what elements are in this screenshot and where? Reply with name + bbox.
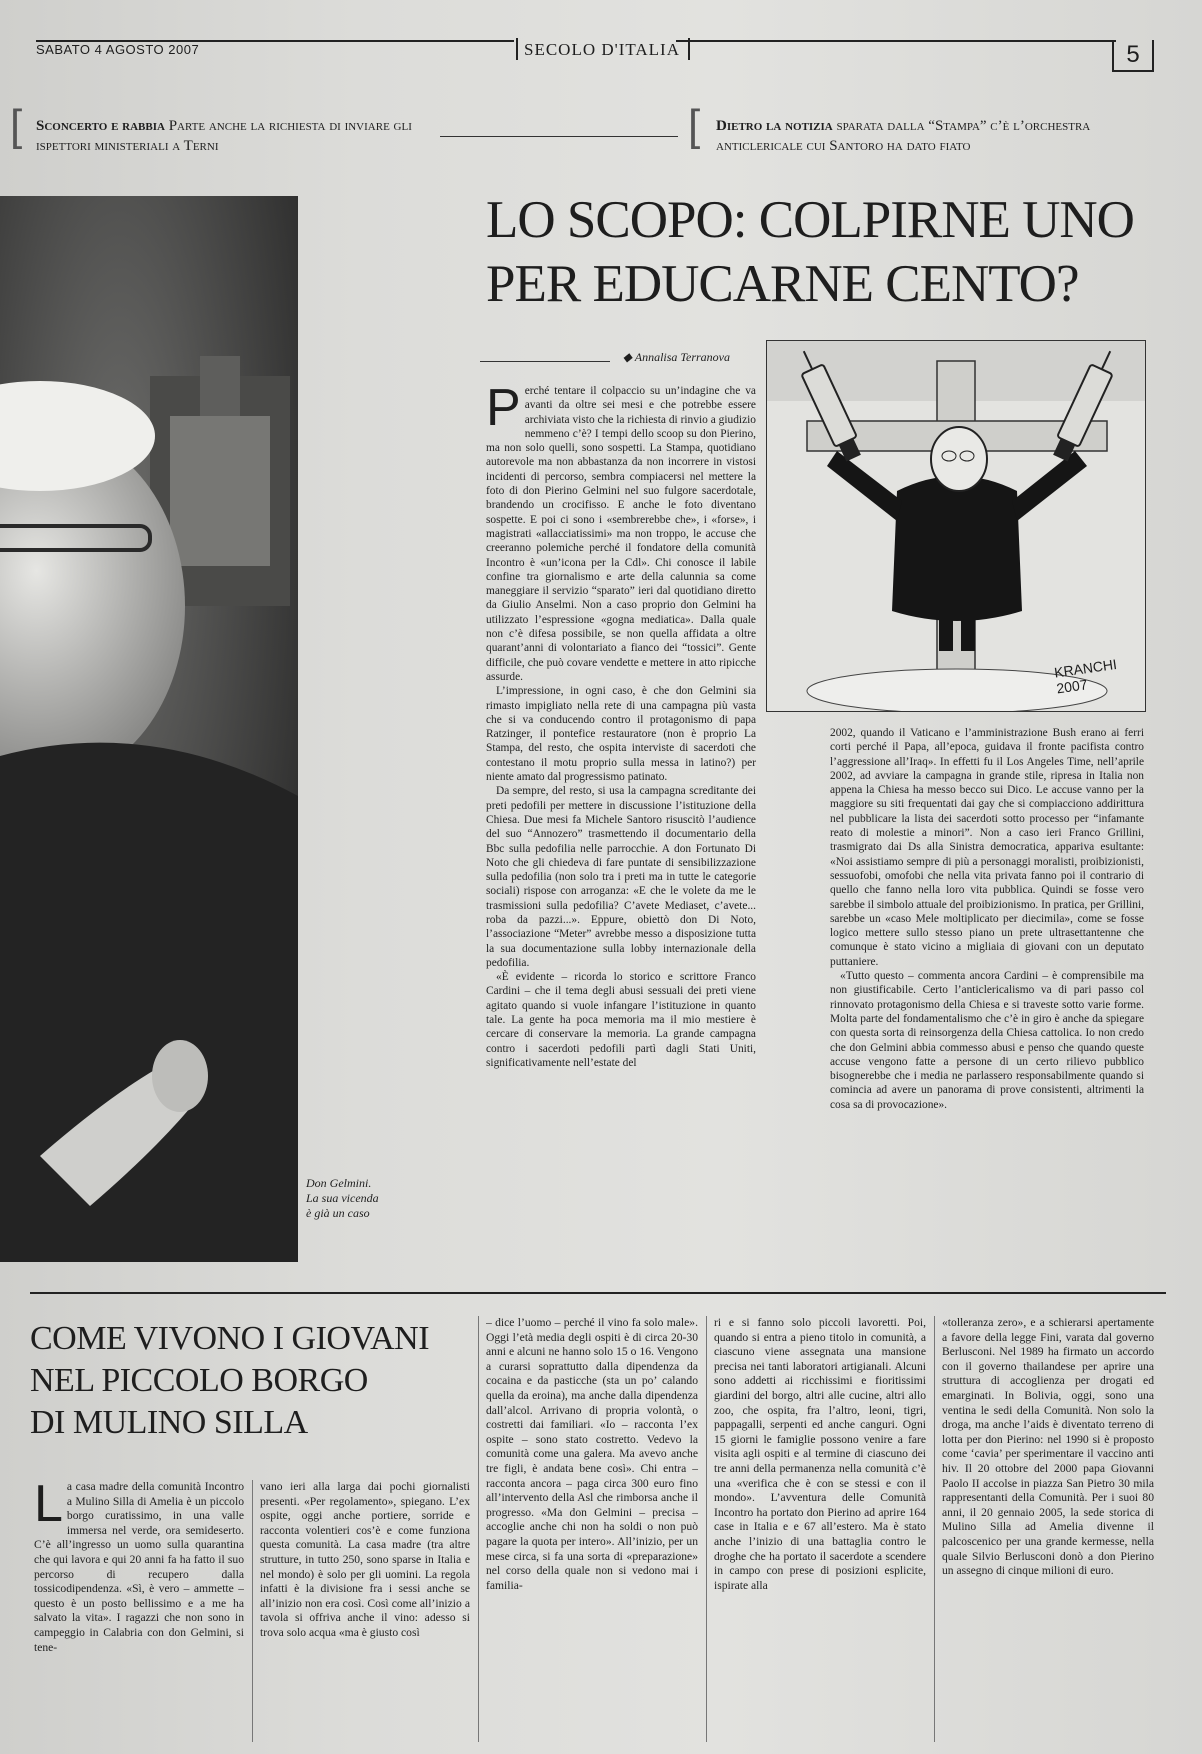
kicker-right-text: sparata dalla “Stampa” c’è l’orchestra anticlericale cui Santoro ha dato fiato [716, 118, 1091, 154]
photo-caption [306, 1176, 416, 1221]
bottom-paragraph-d: ri e si fanno solo piccoli lavoretti. Poi, quando si entra a pieno titolo in comunità, a ciascuno viene assegnata una mansione precisa nei tanti laboratori artigianali. Alcuni sono addetti ai ricchissimi e fioritissimi giardini del borgo, altri alle cucine, altri allo zoo, che ospita, fra l’altro, leoni, tigri, pappagalli, serpenti ed anche canguri. Ogni 15 giorni le famiglie possono venire a fare visita agli ospiti e al termine di ciascuno dei tre anni della permanenza nella comunità c’è una «verifica che è con se stessi e con il mondo». L’avventura delle Comunità Incontro ha portato don Pierino ad aprire 164 case in Italia e e 67 all’estero. Ma è stato anche l’inizio di una battaglia contro le droghe che ha portato il sacerdote a scendere in campo con prese di posizioni esplicite, ispirate alla [714, 1316, 926, 1592]
article-paragraph-1: erché tentare il colpaccio su un’indagine che va avanti da oltre sei mesi e che potrebbe essere archiviata visto che la richiesta di rinvio a giudizio nemmeno c’è? I tempi dello scoop su don Pierino, ma non solo quelli, sono sospetti. La Stampa, quotidiano autorevole ma non abbastanza da non incorrere in vistosi incidenti di percorso, sembra compiacersi nel mettere la foto di don Pierino Gelmini nel suo fulgore sacerdotale, brandendo un crocifisso. E anche le foto diventano sospette. E poi ci sono i «sembrerebbe che», i «forse», i magistrati «allacciatissimi» ma non troppo, le accuse che creeranno polemiche perché il fondatore della comunità Incontro è «un’icona per la Cdl». Chi conosce il labile confine tra giornalismo e arte della calunnia sa come maneggiare il servizio “sparato” ieri dal quotidiano diretto da Giulio Anselmi. Non a caso proprio don Gelmini ha utilizzato l’espressione «gogna mediatica». Dalla quale non c’è difesa possibile, se non quella affidata a oltre quarant’anni di volontariato a fianco dei “tossici”. Gente difficile, che può covare vendette e mettere in atto ripicche assurde. [486, 385, 756, 683]
bottom-column-a [34, 1480, 244, 1742]
bottom-headline-line-3: DI MULINO SILLA [30, 1404, 308, 1441]
article-column-1 [486, 384, 756, 1254]
bottom-paragraph-b: vano ieri alla larga dai pochi giornalisti presenti. «Per regolamento», spiegano. L’ex ospite, oggi anche portiere, sorride e racconta volentieri cos’è e come funziona questa comunità. La casa madre (tra altre strutture, in tutto 250, sono sparse in Italia e nel mondo) è solo per gli uomini. La regola infatti è la divisione fra i sessi anche se all’inizio non era così. Così come all’inizio a tavola si offriva anche il vino: adesso si trova solo acqua «ma è giusto così [260, 1480, 470, 1639]
bottom-paragraph-a: a casa madre della comunità Incontro a Mulino Silla di Amelia è un piccolo borgo curatissimo, in una valle immersa nel verde, ora semideserto. C’è all’ingresso un uomo sulla quarantina che qui lavora e qui 20 anni fa ha fatto il suo percorso di recupero dalla tossicodipendenza. «Sì, è vero – ammette – questo è un posto bellissimo e a me ha salvato la vita». I ragazzi che non sono in campeggio in Calabria con don Gelmini, si tene- [34, 1480, 244, 1654]
photo-don-gelmini [0, 196, 298, 1262]
photo-caption-line-1: Don Gelmini. [306, 1176, 372, 1190]
bottom-column-d [714, 1316, 926, 1742]
bottom-paragraph-e: «tolleranza zero», e a schierarsi apertamente a favore della legge Fini, varata dal governo Berlusconi. Nel 1989 ha firmato un accordo con il governo thailandese per aprire una struttura di accoglienza per drogati ed emarginati. In Bolivia, oggi, sono una ventina le sedi della Comunità. Non solo la droga, ma anche l’aids è diventato terreno di lotta per don Pierino: nel 1990 si è proposto come ‘cavia’ per sperimentare il vaccino anti hiv. Il 20 ottobre del 2000 papa Giovanni Paolo II accolse in piazza San Pietro 30 mila rappresentanti della Comunità. Per i suoi 80 anni, il 20 gennaio 2005, la sede storica di Mulino Silla ad Amelia divenne il palcoscenico per una grande kermesse, nella quale Silvio Berlusconi donò a don Pierino un assegno di cinque milioni di euro. [942, 1316, 1154, 1578]
main-headline-line-2: PER EDUCARNE CENTO? [486, 255, 1079, 313]
article-paragraph-5: 2002, quando il Vaticano e l’amministrazione Bush erano ai ferri corti perché il Papa, all’epoca, guidava il fronte pacifista contro l’aggressione all’Iraq». In effetti fu il Los Angeles Time, nell’aprile 2002, ad avviare la campagna in grande stile, ripresa in Italia non appena la Chiesa ha messo becco sui Dico. Le accuse vanno per la maggiore su siti frequentati dai gay che si compiacciono addirittura nel pubblicare la lista dei sacerdoti sotto processo per “infamante reato di molestie a minori”. Non a caso ieri Franco Grillini, trasmigrato dai Ds alla Sinistra democratica, appariva esultante: «Noi assistiamo sempre di più a personaggi moralisti, proibizionisti, sessuofobi, omofobi che nella vita privata fanno poi il contrario di quello che fanno nella loro vita pubblica. Quindi se fosse vero sarebbe il simbolo attuale del proibizionismo. In pratica, per Grillini, sarebbe un «caso Mele moltiplicato per diecimila», come se fosse logico mettere sullo stesso piano un prete ultrasettantenne che comunque è stato vicino a migliaia di giovani con un deputato puttaniere. [830, 727, 1144, 968]
kicker-divider [440, 136, 678, 137]
cartoon-drawing [767, 341, 1145, 711]
bottom-column-c [486, 1316, 698, 1742]
article-column-2 [830, 726, 1144, 1254]
bottom-headline-line-2: NEL PICCOLO BORGO [30, 1362, 368, 1399]
bottom-column-e [942, 1316, 1154, 1742]
column-rule [252, 1480, 253, 1742]
masthead-rule-right [676, 40, 1116, 42]
dropcap-p: P [486, 384, 521, 437]
article-paragraph-4: «È evidente – ricorda lo storico e scrittore Franco Cardini – che il tema degli abusi sessuali dei preti viene agitato quando si vuole infangare l’istituzione in quanto tale. La gente ha poca memoria ma il mio mestiere è cercare di conservare la memoria. La grande campagna contro i sacerdoti pedofili partì dagli Stati Uniti, significativamente nell’estate del [486, 971, 756, 1069]
main-headline-line-1: LO SCOPO: COLPIRNE UNO [486, 191, 1134, 249]
column-rule [934, 1316, 935, 1742]
kicker-right [716, 116, 1166, 156]
kicker-right-bold: Dietro la notizia [716, 118, 833, 134]
dropcap-l: L [34, 1480, 63, 1533]
bottom-paragraph-c: – dice l’uomo – perché il vino fa solo male». Oggi l’età media degli ospiti è di circa 20-30 anni e alcuni ne hanno solo 15 o 16. Vengono a curarsi soprattutto dalla dipendenza da cocaina e da pasticche (sta un po’ calando quella da eroina), ma anche dalla dipendenza dall’alcol. Arrivano di propria volontà, o costretti dai familiari. «Io – racconta l’ex ospite – sono stato costretto. Vedevo la comunità come una galera. Ma avevo anche tre figli, è andata bene così». Chi entra – racconta ancora – paga circa 300 euro fino all’intervento della Asl che rimborsa anche il progresso. «Ma don Gelmini – precisa – accoglie anche chi non ha soldi o non può pagare la quota per intero». All’inizio, per un mese circa, si fa una sorta di «preparazione» nel corso della quale non si vedono mai i familia- [486, 1316, 698, 1592]
bracket-left-icon: [ [10, 101, 23, 150]
cartoon-signature: KRANCHI 2007 [1053, 655, 1118, 697]
kicker-left-bold: Sconcerto e rabbia [36, 118, 165, 134]
byline-author: Annalisa Terranova [634, 350, 730, 364]
kicker-left [36, 116, 436, 156]
column-rule [478, 1316, 479, 1742]
article-paragraph-2: L’impressione, in ogni caso, è che don Gelmini sia rimasto impigliato nella rete di una campagna più vasta che si va conducendo contro il protagonismo di papa Ratzinger, il pontefice restauratore (non è proprio La Stampa, del resto, che ospita interviste di sacerdoti che contestano il motu proprio sulla messa in latino?) per niente amato dal progressismo patinato. [486, 685, 756, 784]
bottom-headline [30, 1318, 460, 1444]
page-number: 5 [1112, 40, 1154, 72]
byline: ◆ Annalisa Terranova [622, 350, 730, 364]
masthead-date: SABATO 4 AGOSTO 2007 [36, 42, 200, 57]
photo-caption-line-3: è già un caso [306, 1206, 370, 1220]
photo-caption-line-2: La sua vicenda [306, 1191, 379, 1205]
bottom-section-divider [30, 1292, 1166, 1294]
article-paragraph-6: «Tutto questo – commenta ancora Cardini – è comprensibile ma non giustificabile. Certo l’anticlericalismo va di pari passo col rinnovato protagonismo della Chiesa e si traveste sotto varie forme. Molta parte del fondamentalismo che c’è in giro è anche da spiegare con questa sorta di reinsorgenza della Chiesa cattolica. Io non credo che don Gelmini abbia commesso abusi e penso che quando queste accuse vengono fatte a persone di un certo rilievo pubblico bisognerebbe che i media ne parlassero responsabilmente quando si comincia ad avere un panorama di prove consistenti, altrimenti la cosa sa di provocazione». [830, 970, 1144, 1111]
column-rule [706, 1316, 707, 1742]
bracket-right-icon: [ [688, 101, 701, 150]
portrait-photo-image [0, 196, 298, 1262]
kicker-left-text: Parte anche la richiesta di inviare gli ispettori ministeriali a Terni [36, 118, 412, 154]
main-headline [486, 188, 1176, 316]
bottom-headline-line-1: COME VIVONO I GIOVANI [30, 1320, 430, 1357]
cartoon-illustration [766, 340, 1146, 712]
bottom-column-b [260, 1480, 470, 1742]
article-paragraph-3: Da sempre, del resto, si usa la campagna screditante dei preti pedofili per mettere in discussione l’istituzione della Chiesa. Due mesi fa Michele Santoro risuscitò l’audience del suo “Annozero” trasmettendo il documentario della Bbc sulla pedofilia nelle parrocchie. A don Fortunato Di Noto che gli chiedeva di fare puntate di sensibilizzazione sulla pedofilia (non solo tra i preti ma in tutte le categorie sociali) rispose con arroganza: «E che le volete da me le trasmissioni sulla pedofilia? C’avete Mediaset, c’avete... roba da pazzi...». Eppure, obiettò don Di Noto, l’associazione “Meter” avrebbe messo a disposizione tutta la sua documentazione sulla lobby internazionale della pedofilia. [486, 785, 756, 969]
masthead-paper-name: SECOLO D'ITALIA [516, 38, 690, 60]
